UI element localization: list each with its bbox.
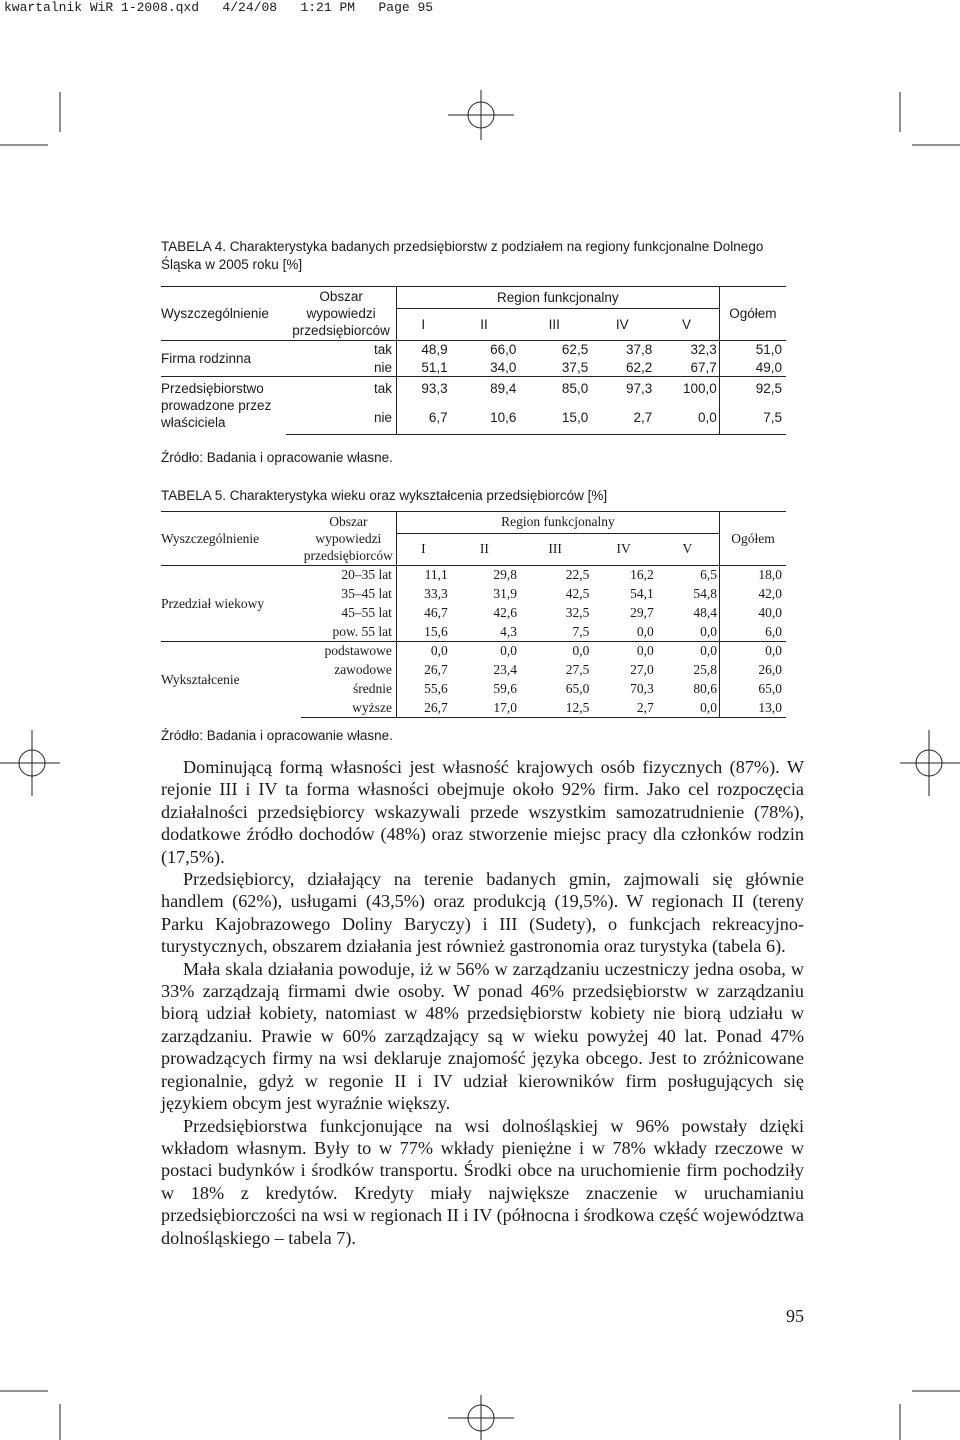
cell-region-3: 37,5 xyxy=(561,359,589,375)
header-region-2: II xyxy=(479,541,489,557)
cell-region-2: 10,6 xyxy=(450,401,519,435)
cell-region-3: 15,0 xyxy=(518,401,590,435)
cell-region-1: 26,7 xyxy=(424,662,448,677)
cell-region-1: 11,1 xyxy=(396,566,449,585)
header-specification: Wyszczególnienie xyxy=(161,512,301,566)
cell-region-1: 55,6 xyxy=(424,681,448,696)
cell-region-3: 42,5 xyxy=(565,586,590,601)
table-row xyxy=(161,341,786,359)
cell-region-4: 70,3 xyxy=(630,681,654,696)
header-region-3: III xyxy=(548,541,562,557)
cell-total: 92,5 xyxy=(719,377,786,401)
table4-body xyxy=(161,287,786,435)
cell-region-2: 23,4 xyxy=(493,662,517,677)
cell-region-5: 48,4 xyxy=(693,605,717,620)
cell-region-5: 32,3 xyxy=(654,341,719,359)
header-region: Region funkcjonalny xyxy=(396,287,719,309)
cell-region-1: 93,3 xyxy=(396,377,449,401)
cell-region-1: 33,3 xyxy=(424,586,448,601)
header-region-2: II xyxy=(480,316,488,332)
cell-region-5: 0,0 xyxy=(700,623,717,639)
cell-region-1: 0,0 xyxy=(396,642,449,661)
cell-region-5: 80,6 xyxy=(693,681,717,696)
cell-region-2: 34,0 xyxy=(490,359,517,375)
cell-region-3: 7,5 xyxy=(572,623,590,639)
cell-region-4: 62,2 xyxy=(625,359,653,375)
cell-region-3: 0,0 xyxy=(519,642,591,661)
header-total: Ogółem xyxy=(719,287,786,341)
cell-region-2: 4,3 xyxy=(500,623,517,639)
cell-region-1: 46,7 xyxy=(424,605,448,620)
row-area: zawodowe xyxy=(301,661,397,680)
registration-target-right xyxy=(900,730,960,796)
cell-region-1: 51,1 xyxy=(421,359,448,375)
cell-region-4: 37,8 xyxy=(590,341,654,359)
cell-total: 13,0 xyxy=(719,699,786,718)
row-area: 45–55 lat xyxy=(301,604,397,623)
header-specification: Wyszczególnienie xyxy=(161,287,286,341)
cell-region-5: 54,8 xyxy=(693,586,717,601)
row-area: 35–45 lat xyxy=(301,585,397,604)
header-region-4: IV xyxy=(615,316,629,332)
print-slug: kwartalnik WiR 1-2008.qxd 4/24/08 1:21 PM Page 95 xyxy=(4,0,434,15)
cell-region-1: 26,7 xyxy=(396,699,449,718)
row-group-label: Przedział wiekowy xyxy=(161,566,301,642)
row-area: nie xyxy=(286,359,396,377)
registration-target-top xyxy=(448,90,514,140)
cell-region-2: 42,6 xyxy=(493,605,517,620)
header-region-4: IV xyxy=(616,541,631,557)
cell-region-2: 17,0 xyxy=(450,699,519,718)
cell-region-2: 31,9 xyxy=(493,586,517,601)
cell-region-5: 25,8 xyxy=(693,662,717,677)
cell-region-1: 15,6 xyxy=(424,623,448,639)
row-area: tak xyxy=(286,341,396,359)
cell-region-4: 97,3 xyxy=(590,377,654,401)
cell-region-3: 85,0 xyxy=(518,377,590,401)
cell-region-5: 67,7 xyxy=(690,359,717,375)
header-region-1: I xyxy=(421,316,426,332)
paragraph: Przedsiębiorstwa funkcjonujące na wsi dolnośląskiej w 96% powstały dzięki wkładom własnym. Były to w 77% wkłady pieniężne i w 78% wkłady rzeczowe w postaci budynków i środków transportu. Środki obce na uruchomienie firm pochodziły w 18% z kredytów. Kredyty miały największe znaczenie w uruchamianiu przedsiębiorczości na wsi w regionach II i IV (północna i środkowa część województwa dolnośląskiego – tabela 7). xyxy=(161,1115,804,1248)
cell-total: 65,0 xyxy=(719,680,786,699)
row-group-label: Wykształcenie xyxy=(161,642,301,718)
cell-region-4: 54,1 xyxy=(630,586,654,601)
registration-target-bottom xyxy=(448,1395,514,1440)
cell-region-4: 2,7 xyxy=(590,401,654,435)
cell-region-2: 29,8 xyxy=(450,566,519,585)
table-row xyxy=(161,566,786,585)
row-group-label: Przedsiębiorstwo prowadzone przez właściciela xyxy=(161,377,286,435)
cell-region-5: 6,5 xyxy=(656,566,720,585)
cell-total: 18,0 xyxy=(719,566,786,585)
cell-region-3: 27,5 xyxy=(565,662,590,677)
row-area: średnie xyxy=(301,680,397,699)
cell-total: 26,0 xyxy=(719,661,786,680)
row-area: nie xyxy=(286,401,396,435)
header-region-5: V xyxy=(682,541,693,557)
table5-caption: TABELA 5. Charakterystyka wieku oraz wykształcenia przedsiębiorców [%] xyxy=(161,488,608,503)
row-group-label: Firma rodzinna xyxy=(161,341,286,377)
header-area: Obszar wypowiedzi przedsiębiorców xyxy=(286,287,396,341)
cell-region-4: 27,0 xyxy=(630,662,654,677)
cell-total: 51,0 xyxy=(719,341,786,359)
cell-total: 7,5 xyxy=(719,401,786,435)
row-area: pow. 55 lat xyxy=(301,623,397,642)
cell-region-4: 16,2 xyxy=(591,566,655,585)
paragraph: Przedsiębiorcy, działający na terenie badanych gmin, zajmowali się głównie handlem (62%), usługami (43,5%) oraz produkcją (19,5%). W regionach II (tereny Parku Kajobrazowego Doliny Baryczy) i III (Sudety), o funkcjach rekreacyjno-turystycznych, obszarem działania jest również gastronomia oraz turystyka (tabela 6). xyxy=(161,869,804,957)
cell-region-4: 2,7 xyxy=(591,699,655,718)
cell-region-5: 0,0 xyxy=(654,401,719,435)
header-region-1: I xyxy=(421,541,426,557)
cell-region-1: 48,9 xyxy=(396,341,449,359)
header-region: Region funkcjonalny xyxy=(396,512,719,534)
cell-region-5: 0,0 xyxy=(656,699,720,718)
row-area: podstawowe xyxy=(301,642,397,661)
header-region-3: III xyxy=(548,316,560,332)
cell-region-2: 89,4 xyxy=(450,377,519,401)
cell-total: 6,0 xyxy=(719,623,786,642)
cell-region-5: 0,0 xyxy=(656,642,720,661)
table5 xyxy=(161,511,786,718)
cell-region-3: 32,5 xyxy=(565,605,590,620)
row-area: tak xyxy=(286,377,396,401)
cell-region-4: 0,0 xyxy=(591,642,655,661)
cell-total: 42,0 xyxy=(719,585,786,604)
table-row xyxy=(161,642,786,661)
cell-region-1: 6,7 xyxy=(396,401,449,435)
table5-source: Źródło: Badania i opracowanie własne. xyxy=(161,728,393,743)
cell-total: 49,0 xyxy=(719,359,786,377)
cell-total: 40,0 xyxy=(719,604,786,623)
cell-region-2: 66,0 xyxy=(450,341,519,359)
header-region-5: V xyxy=(681,316,691,332)
cell-region-2: 0,0 xyxy=(450,642,519,661)
header-area: Obszar wypowiedzi przedsiębiorców xyxy=(301,512,397,566)
body-text xyxy=(161,756,804,1249)
registration-target-left xyxy=(0,730,60,796)
cell-region-5: 100,0 xyxy=(654,377,719,401)
row-area: wyższe xyxy=(301,699,397,718)
table5-body xyxy=(161,512,786,718)
table4-caption: TABELA 4. Charakterystyka badanych przedsiębiorstw z podziałem na regiony funkcjonalne Dolnego Śląska w 2005 roku [%] xyxy=(161,239,764,272)
cell-region-3: 12,5 xyxy=(519,699,591,718)
table4-source: Źródło: Badania i opracowanie własne. xyxy=(161,450,393,465)
table-row xyxy=(161,377,786,401)
cell-region-3: 65,0 xyxy=(565,681,590,696)
paragraph: Mała skala działania powoduje, iż w 56% w zarządzaniu uczestniczy jedna osoba, w 33% zarządzają firmami dwie osoby. W ponad 46% przedsiębiorstw w zarządzaniu biorą udział kobiety, natomiast w 48% przedsiębiorstw kobiety nie biorą udziału w zarządzaniu. Prawie w 60% zarządzający są w wieku powyżej 40 lat. Ponad 47% prowadzących firmy na wsi deklaruje znajomość języka obcego. Jest to zróżnicowane regionalnie, gdyż w regonie II i IV udział kierowników firm posługujących się językiem obcym jest wyraźnie większy. xyxy=(161,958,804,1114)
cell-region-4: 29,7 xyxy=(630,605,654,620)
table4 xyxy=(161,286,786,435)
cell-region-2: 59,6 xyxy=(493,681,517,696)
page-number: 95 xyxy=(786,1306,804,1326)
paragraph: Dominującą formą własności jest własność krajowych osób fizycznych (87%). W rejonie III i IV ta forma własności obejmuje około 92% firm. Jako cel rozpoczęcia działalności przedsiębiorcy wskazywali przede wszystkim samozatrudnienie (78%), dodatkowe źródło dochodów (48%) oraz stworzenie miejsc pracy dla członków rodzin (17,5%). xyxy=(161,757,804,867)
row-area: 20–35 lat xyxy=(301,566,397,585)
cell-total: 0,0 xyxy=(719,642,786,661)
cell-region-4: 0,0 xyxy=(636,623,654,639)
cell-region-3: 22,5 xyxy=(519,566,591,585)
header-total: Ogółem xyxy=(719,512,786,566)
cell-region-3: 62,5 xyxy=(518,341,590,359)
